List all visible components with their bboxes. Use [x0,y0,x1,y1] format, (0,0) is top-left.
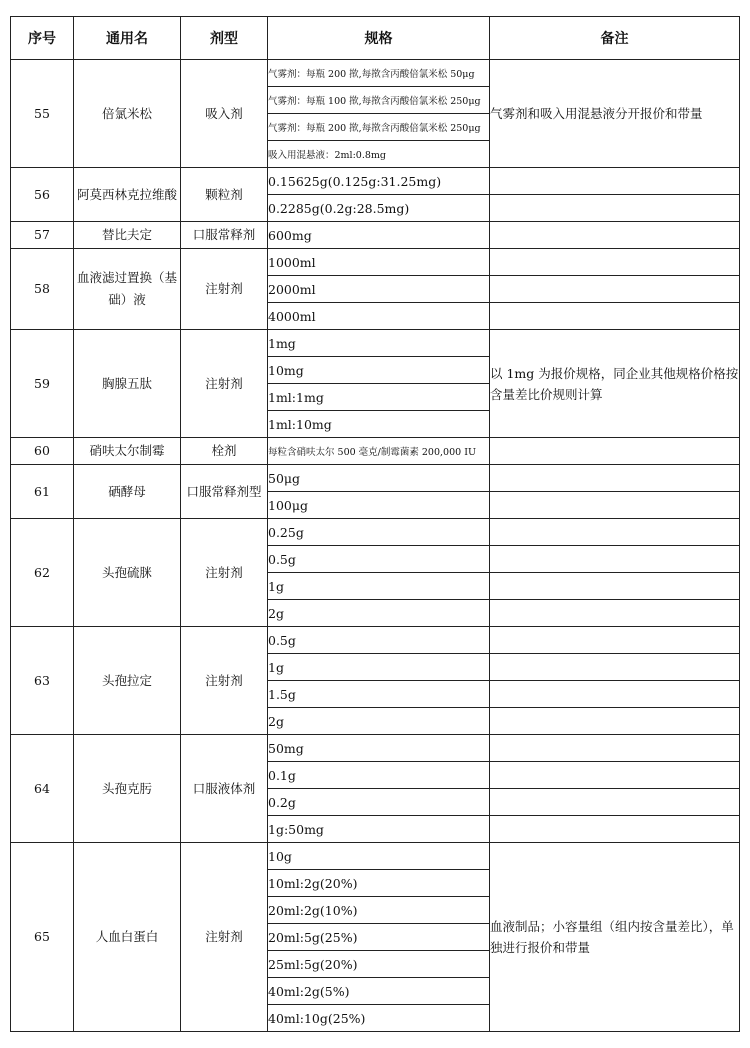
header-form: 剂型 [181,17,268,60]
spec-cell: 40ml:10g(25%) [268,1005,490,1032]
dosage-form: 注射剂 [181,330,268,438]
spec-cell: 4000ml [268,303,490,330]
row-number: 60 [11,438,74,465]
spec-cell: 100μg [268,492,490,519]
note-cell [490,708,740,735]
spec-cell: 1g [268,654,490,681]
spec-cell: 40ml:2g(5%) [268,978,490,1005]
spec-cell: 10mg [268,357,490,384]
dosage-form: 注射剂 [181,843,268,1032]
note-cell [490,735,740,762]
spec-cell: 0.15625g(0.125g:31.25mg) [268,168,490,195]
spec-cell: 2000ml [268,276,490,303]
note-cell [490,438,740,465]
spec-cell: 气雾剂：每瓶 100 揿,每揿含丙酸倍氯米松 250μg [268,87,490,114]
spec-cell: 吸入用混悬液：2ml:0.8mg [268,141,490,168]
note-cell [490,195,740,222]
spec-cell: 50μg [268,465,490,492]
spec-cell: 2g [268,708,490,735]
table-body [11,60,740,1032]
note-cell: 以 1mg 为报价规格，同企业其他规格价格按含量差比价规则计算 [490,330,740,438]
table-row [11,249,740,276]
spec-cell: 1ml:10mg [268,411,490,438]
table-row [11,60,740,87]
row-number: 62 [11,519,74,627]
table-row [11,735,740,762]
generic-name: 硒酵母 [74,465,181,519]
spec-cell: 20ml:2g(10%) [268,897,490,924]
note-cell [490,222,740,249]
dosage-form: 注射剂 [181,249,268,330]
generic-name: 硝呋太尔制霉 [74,438,181,465]
note-cell [490,492,740,519]
dosage-form: 注射剂 [181,627,268,735]
dosage-form: 口服液体剂 [181,735,268,843]
note-cell [490,627,740,654]
spec-cell: 1g [268,573,490,600]
spec-cell: 0.25g [268,519,490,546]
row-number: 61 [11,465,74,519]
table-row [11,168,740,195]
note-cell [490,600,740,627]
spec-cell: 50mg [268,735,490,762]
spec-cell: 0.1g [268,762,490,789]
note-cell [490,249,740,276]
drug-spec-table [10,16,740,1032]
generic-name: 头孢克肟 [74,735,181,843]
header-name: 通用名 [74,17,181,60]
note-cell: 血液制品；小容量组（组内按含量差比），单独进行报价和带量 [490,843,740,1032]
generic-name: 胸腺五肽 [74,330,181,438]
table-row [11,519,740,546]
spec-cell: 20ml:5g(25%) [268,924,490,951]
table-row [11,843,740,870]
header-row [11,17,740,60]
spec-cell: 600mg [268,222,490,249]
spec-cell: 气雾剂：每瓶 200 揿,每揿含丙酸倍氯米松 50μg [268,60,490,87]
generic-name: 头孢硫脒 [74,519,181,627]
note-cell [490,654,740,681]
spec-cell: 1.5g [268,681,490,708]
row-number: 58 [11,249,74,330]
spec-cell: 25ml:5g(20%) [268,951,490,978]
note-cell [490,681,740,708]
note-cell [490,789,740,816]
header-note: 备注 [490,17,740,60]
note-cell [490,519,740,546]
header-spec: 规格 [268,17,490,60]
row-number: 55 [11,60,74,168]
table-row [11,465,740,492]
table-row [11,627,740,654]
note-cell [490,303,740,330]
spec-cell: 2g [268,600,490,627]
dosage-form: 注射剂 [181,519,268,627]
table-row [11,222,740,249]
spec-cell: 0.5g [268,546,490,573]
generic-name: 阿莫西林克拉维酸 [74,168,181,222]
note-cell: 气雾剂和吸入用混悬液分开报价和带量 [490,60,740,168]
row-number: 57 [11,222,74,249]
dosage-form: 吸入剂 [181,60,268,168]
row-number: 64 [11,735,74,843]
note-cell [490,762,740,789]
generic-name: 倍氯米松 [74,60,181,168]
row-number: 59 [11,330,74,438]
spec-cell: 1ml:1mg [268,384,490,411]
generic-name: 头孢拉定 [74,627,181,735]
spec-cell: 10ml:2g(20%) [268,870,490,897]
note-cell [490,276,740,303]
dosage-form: 口服常释剂型 [181,465,268,519]
spec-cell: 1mg [268,330,490,357]
spec-cell: 0.2285g(0.2g:28.5mg) [268,195,490,222]
note-cell [490,573,740,600]
note-cell [490,546,740,573]
note-cell [490,816,740,843]
generic-name: 人血白蛋白 [74,843,181,1032]
table-row [11,330,740,357]
generic-name: 血液滤过置换（基础）液 [74,249,181,330]
row-number: 65 [11,843,74,1032]
dosage-form: 颗粒剂 [181,168,268,222]
spec-cell: 10g [268,843,490,870]
dosage-form: 口服常释剂 [181,222,268,249]
table-row [11,438,740,465]
spec-cell: 0.2g [268,789,490,816]
spec-cell: 气雾剂：每瓶 200 揿,每揿含丙酸倍氯米松 250μg [268,114,490,141]
spec-cell: 0.5g [268,627,490,654]
generic-name: 替比夫定 [74,222,181,249]
row-number: 63 [11,627,74,735]
spec-cell: 1g:50mg [268,816,490,843]
note-cell [490,465,740,492]
note-cell [490,168,740,195]
spec-cell: 1000ml [268,249,490,276]
spec-cell: 每粒含硝呋太尔 500 毫克/制霉菌素 200,000 IU [268,438,490,465]
header-no: 序号 [11,17,74,60]
dosage-form: 栓剂 [181,438,268,465]
row-number: 56 [11,168,74,222]
